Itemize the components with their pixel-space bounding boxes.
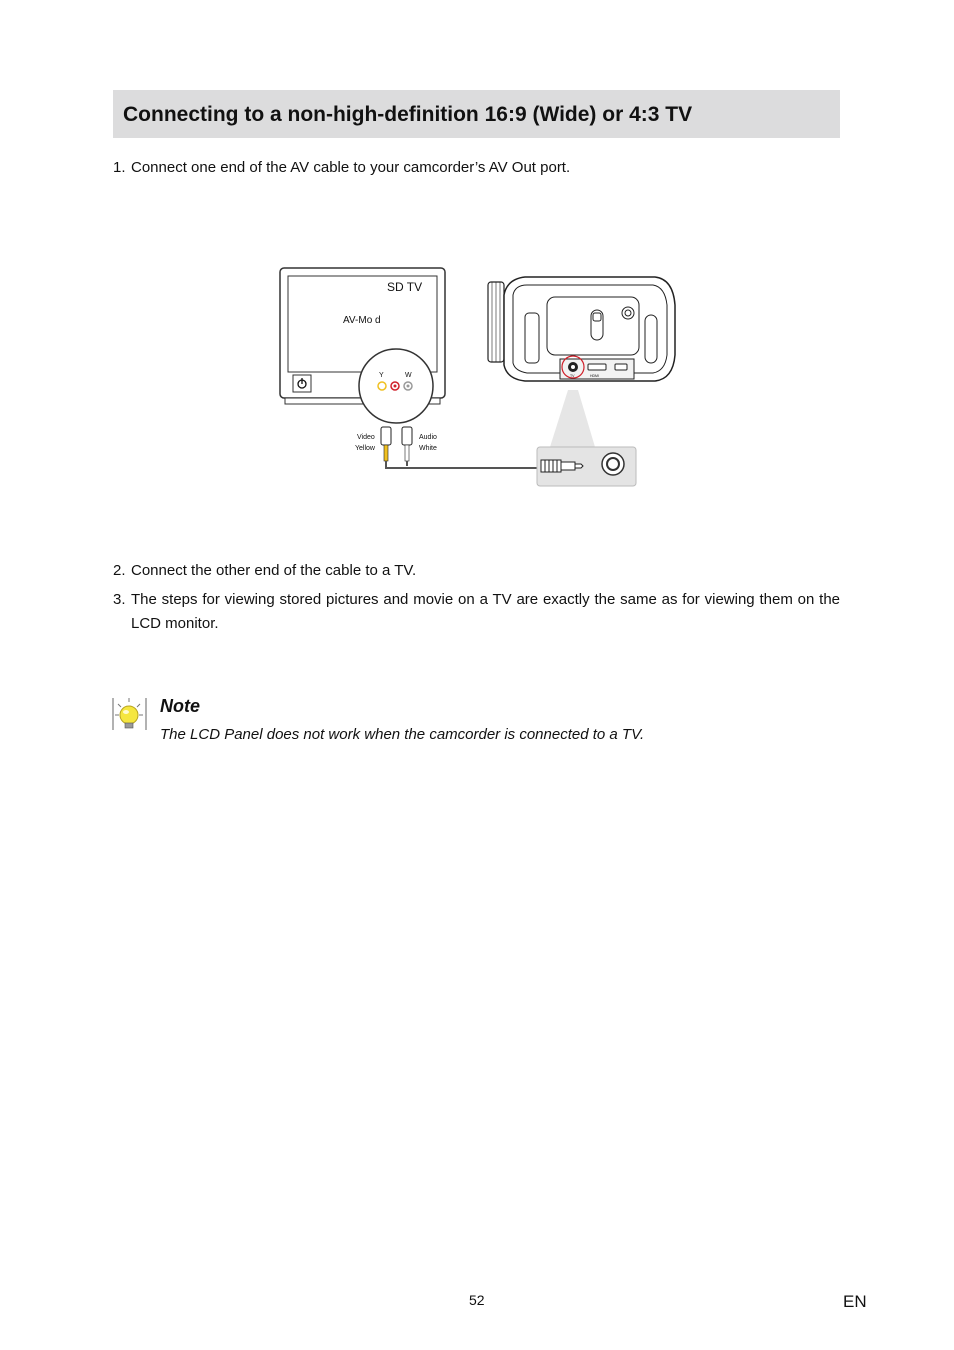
port-av-label: TV [570, 374, 575, 378]
connection-diagram [275, 255, 695, 495]
jack-y-label: Y [379, 372, 384, 379]
port-hdmi-label: HDMI [590, 374, 599, 378]
note-text: The LCD Panel does not work when the camcorder is connected to a TV. [160, 726, 645, 743]
step-number: 2. [113, 562, 126, 579]
page-title: Connecting to a non-high-definition 16:9 (Wide) or 4:3 TV [123, 103, 693, 126]
step-text: The steps for viewing stored pictures and movie on a TV are exactly the same as for viewing them on the LCD monitor. [131, 591, 840, 632]
callout-beam [550, 390, 595, 447]
jack-magnifier [359, 349, 433, 423]
plug-audio-color: White [419, 445, 437, 452]
tv-label: SD TV [387, 280, 423, 294]
note-title: Note [160, 696, 200, 716]
rca-plugs [381, 427, 412, 461]
step-number: 3. [113, 591, 126, 608]
plug-audio-label: Audio [419, 434, 437, 441]
plug-video-color: Yellow [355, 445, 375, 452]
plug-video-label: Video [357, 434, 375, 441]
jack-w-label: W [405, 372, 412, 379]
av-cable [386, 461, 540, 468]
language-label: EN [843, 1292, 867, 1311]
camcorder-icon [488, 277, 675, 381]
step-number: 1. [113, 159, 126, 176]
lightbulb-icon [112, 696, 148, 732]
page-number: 52 [469, 1292, 485, 1308]
section-heading-bar [113, 90, 840, 138]
step-text: Connect one end of the AV cable to your camcorder’s AV Out port. [131, 159, 571, 176]
step-text: Connect the other end of the cable to a TV. [131, 562, 417, 579]
tv-screen-text: AV-Mo d [343, 315, 381, 326]
